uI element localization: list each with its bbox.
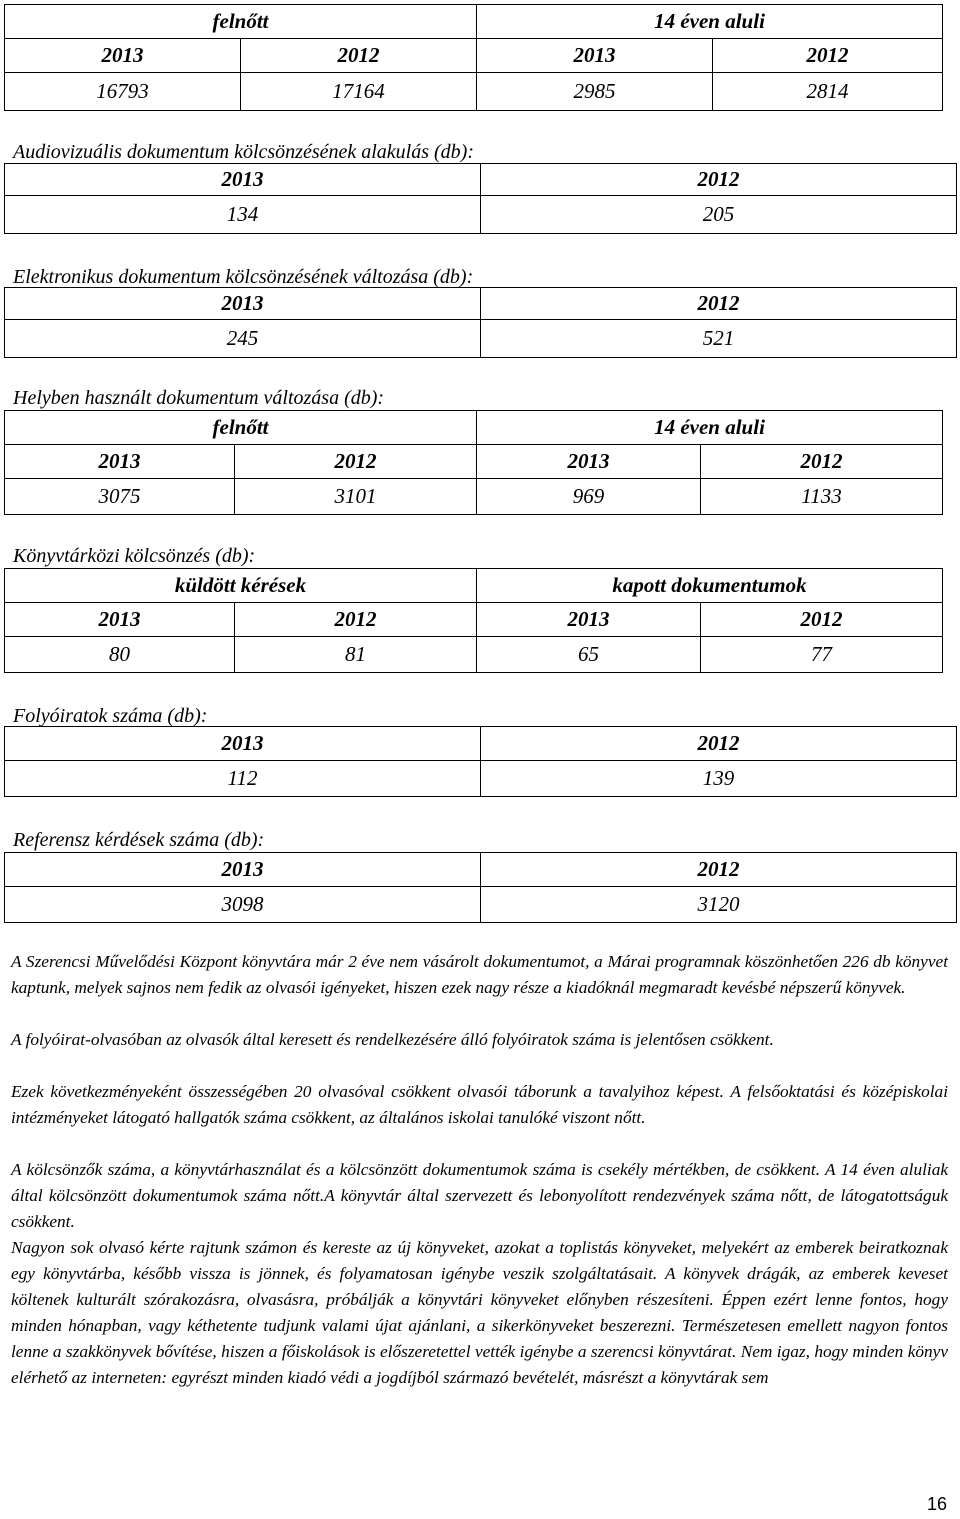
onsite-table-values (4, 444, 943, 515)
periodicals-table (4, 726, 957, 797)
page-number: 16 (926, 1494, 947, 1514)
value-cell: 3120 (481, 887, 957, 923)
value-cell: 245 (5, 320, 481, 358)
loans-table (4, 4, 943, 39)
header-under14: 14 éven aluli (477, 5, 943, 39)
audiovisual-table (4, 163, 957, 234)
value-cell: 969 (477, 479, 701, 515)
value-cell: 1133 (701, 479, 943, 515)
value-cell: 205 (481, 196, 957, 234)
year-cell: 2012 (701, 603, 943, 637)
value-cell: 80 (5, 637, 235, 673)
electronic-table (4, 287, 957, 358)
value-cell: 112 (5, 761, 481, 797)
value-cell: 16793 (5, 73, 241, 111)
year-cell: 2013 (477, 603, 701, 637)
loans-table-values (4, 38, 943, 111)
year-cell: 2013 (5, 164, 481, 196)
year-cell: 2012 (481, 727, 957, 761)
value-cell: 3098 (5, 887, 481, 923)
value-cell: 139 (481, 761, 957, 797)
year-cell: 2013 (5, 445, 235, 479)
year-cell: 2013 (477, 445, 701, 479)
value-cell: 521 (481, 320, 957, 358)
interlibrary-table (4, 568, 943, 603)
header-sent-requests: küldött kérések (5, 569, 477, 603)
paragraph-requests: Nagyon sok olvasó kérte rajtunk számon és kereste az új könyveket, azokat a toplistás könyveket, melyekért az emberek beiratkoznak egy könyvtárba, később vissza is jönnek, és folyamatosan igénybe veszik szolgáltatásait. A könyvek drágák, az emberek keveset költenek kulturált szórakozásra, olvasásra, próbálják a könyvtári könyveket előnyben részesíteni. Éppen ezért lenne fontos, hogy minden hónapban, vagy kéthetente tudjunk valami újat ajánlani, a sikerkönyveket beszerezni. Természetesen emellett nagyon fontos lenne a szakkönyvek bővítése, hiszen a főiskolások is előszeretettel vették igénybe a szerencsi könyvtárat. Nem igaz, hogy minden könyv elérhető az interneten: egyrészt minden kiadó védi a jogdíjból származó bevételét, másrészt a könyvtárak sem (11, 1238, 948, 1387)
interlibrary-title: Könyvtárközi kölcsönzés (db): (13, 545, 256, 567)
year-cell: 2012 (241, 39, 477, 73)
year-cell: 2013 (477, 39, 713, 73)
value-cell: 17164 (241, 73, 477, 111)
year-cell: 2013 (5, 39, 241, 73)
audiovisual-title: Audiovizuális dokumentum kölcsönzésének alakulás (db): (13, 141, 475, 163)
onsite-title: Helyben használt dokumentum változása (db): (13, 387, 385, 409)
value-cell: 3075 (5, 479, 235, 515)
year-cell: 2013 (5, 288, 481, 320)
year-cell: 2013 (5, 853, 481, 887)
interlibrary-table-values (4, 602, 943, 673)
year-cell: 2012 (235, 603, 477, 637)
value-cell: 65 (477, 637, 701, 673)
header-under14: 14 éven aluli (477, 411, 943, 445)
periodicals-title: Folyóiratok száma (db): (13, 705, 208, 727)
value-cell: 134 (5, 196, 481, 234)
value-cell: 2985 (477, 73, 713, 111)
year-cell: 2012 (481, 288, 957, 320)
header-received-documents: kapott dokumentumok (477, 569, 943, 603)
paragraph-periodicals: A folyóirat-olvasóban az olvasók által keresett és rendelkezésére álló folyóiratok száma is jelentősen csökkent. (11, 1030, 774, 1049)
value-cell: 2814 (713, 73, 943, 111)
value-cell: 81 (235, 637, 477, 673)
paragraph-acquisition: A Szerencsi Művelődési Központ könyvtára már 2 éve nem vásárolt dokumentumot, a Márai programnak köszönhetően 226 db könyvet kaptunk, melyek sajnos nem fedik az olvasói igényeket, hiszen ezek nagy része a kiadóknál megmaradt kevésbé népszerű könyvek. (11, 952, 948, 997)
year-cell: 2012 (481, 853, 957, 887)
year-cell: 2012 (713, 39, 943, 73)
year-cell: 2012 (701, 445, 943, 479)
year-cell: 2013 (5, 727, 481, 761)
reference-table (4, 852, 957, 923)
year-cell: 2012 (235, 445, 477, 479)
header-adult: felnőtt (5, 411, 477, 445)
electronic-title: Elektronikus dokumentum kölcsönzésének változása (db): (13, 266, 474, 288)
paragraph-readers: Ezek következményeként összességében 20 olvasóval csökkent olvasói táborunk a tavalyihoz képest. A felsőoktatási és középiskolai intézményeket látogató hallgatók száma csökkent, az általános iskolai tanulóké viszont nőtt. (11, 1082, 948, 1127)
year-cell: 2013 (5, 603, 235, 637)
year-cell: 2012 (481, 164, 957, 196)
reference-title: Referensz kérdések száma (db): (13, 829, 265, 851)
paragraph-loans: A kölcsönzők száma, a könyvtárhasználat és a kölcsönzött dokumentumok száma is csekély mértékben, de csökkent. A 14 éven aluliak által kölcsönzött dokumentumok száma nőtt.A könyvtár által szervezett és lebonyolított rendezvények száma nőtt, de látogatottságuk csökkent. (11, 1160, 948, 1231)
value-cell: 77 (701, 637, 943, 673)
value-cell: 3101 (235, 479, 477, 515)
header-adult: felnőtt (5, 5, 477, 39)
onsite-table (4, 410, 943, 445)
